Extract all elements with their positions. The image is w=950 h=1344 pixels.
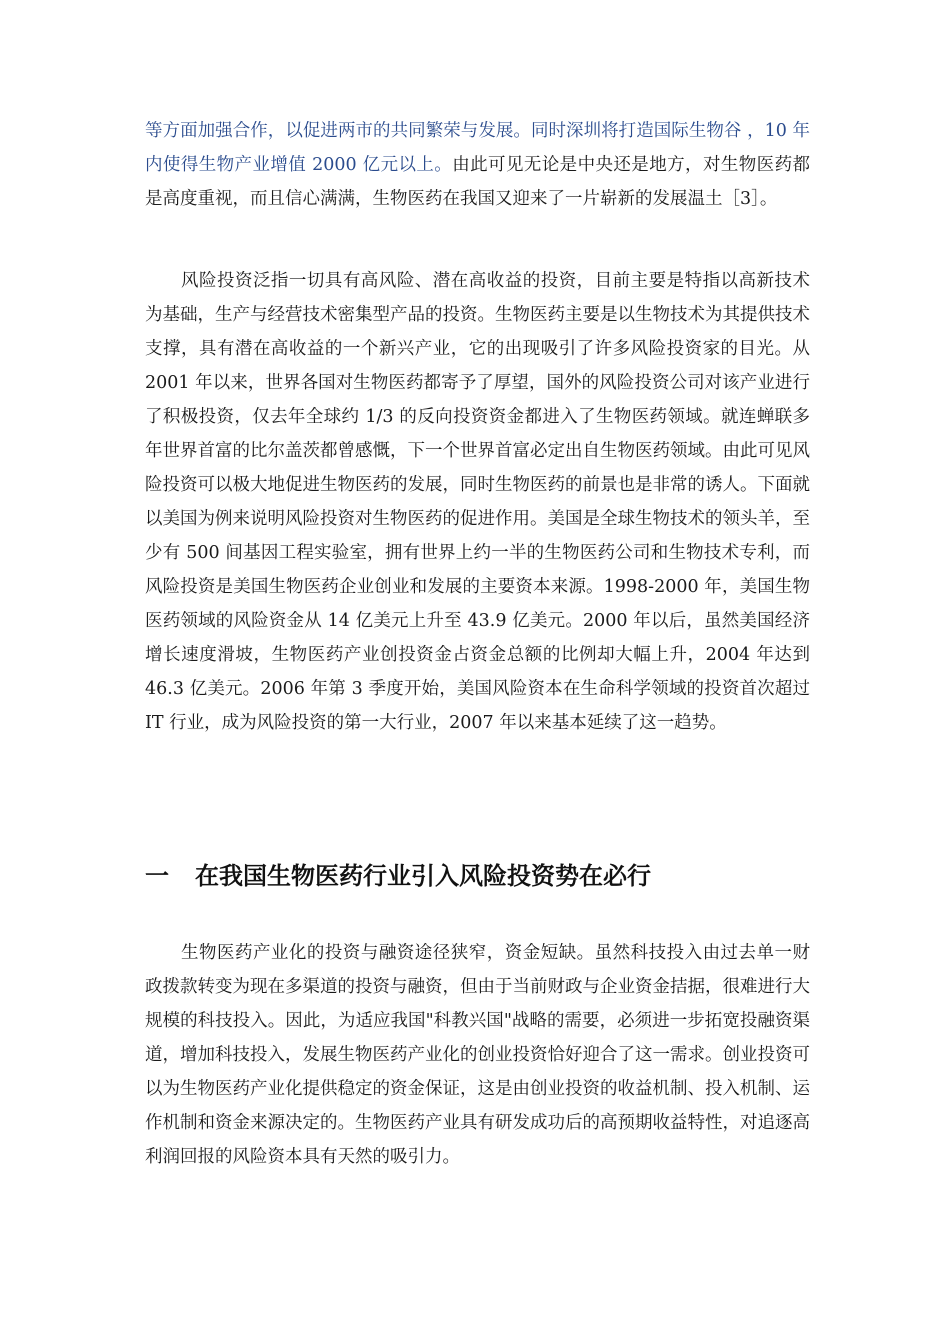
paragraph-text: 由此可见无论是中央还是地方，对生物医药都是高度重视，而且信心满满，生物医药在我国又迎来了一片崭新的发展温土［3］。 (145, 155, 810, 209)
highlighted-text: 等方面加强合作，以促进两市的共同繁荣与发展。同时深圳将打造国际生物谷 ，10 年内使得生物产业增值 2000 亿元以上。 (145, 121, 810, 175)
section-number: 一 (145, 862, 169, 890)
section-heading (145, 856, 810, 896)
paragraph-financing: 生物医药产业化的投资与融资途径狭窄，资金短缺。虽然科技投入由过去单一财政拨款转变为现在多渠道的投资与融资，但由于当前财政与企业资金拮据，很难进行大规模的科技投入。因此，为适应我国"科教兴国"战略的需要，必须进一步拓宽投融资渠道，增加科技投入，发展生物医药产业化的创业投资恰好迎合了这一需求。创业投资可以为生物医药产业化提供稳定的资金保证，这是由创业投资的收益机制、投入机制、运作机制和资金来源决定的。生物医药产业具有研发成功后的高预期收益特性，对追逐高利润回报的风险资本具有天然的吸引力。 (145, 943, 810, 1167)
section-title: 在我国生物医药行业引入风险投资势在必行 (195, 862, 651, 890)
paragraph-venture-capital: 风险投资泛指一切具有高风险、潜在高收益的投资，目前主要是特指以高新技术为基础，生产与经营技术密集型产品的投资。生物医药主要是以生物技术为其提供技术支撑，具有潜在高收益的一个新兴产业，它的出现吸引了许多风险投资家的目光。从 2001 年以来，世界各国对生物医药都寄予了厚望，国外的风险投资公司对该产业进行了积极投资，仅去年全球约 1/3 的反向投资资金都进入了生物医药领域。就连蝉联多年世界首富的比尔盖茨都曾感慨，下一个世界首富必定出自生物医药领域。由此可见风险投资可以极大地促进生物医药的发展，同时生物医药的前景也是非常的诱人。下面就以美国为例来说明风险投资对生物医药的促进作用。美国是全球生物技术的领头羊，至少有 500 间基因工程实验室，拥有世界上约一半的生物医药公司和生物技术专利，而风险投资是美国生物医药企业创业和发展的主要资本来源。1998-2000 年，美国生物医药领域的风险资金从 14 亿美元上升至 43.9 亿美元。2000 年以后，虽然美国经济增长速度滑坡，生物医药产业创投资金占资金总额的比例却大幅上升，2004 年达到 46.3 亿美元。2006 年第 3 季度开始，美国风险资本在生命科学领域的投资首次超过 IT 行业，成为风险投资的第一大行业，2007 年以来基本延续了这一趋势。 (145, 271, 810, 733)
paragraph-continuation (145, 114, 810, 216)
